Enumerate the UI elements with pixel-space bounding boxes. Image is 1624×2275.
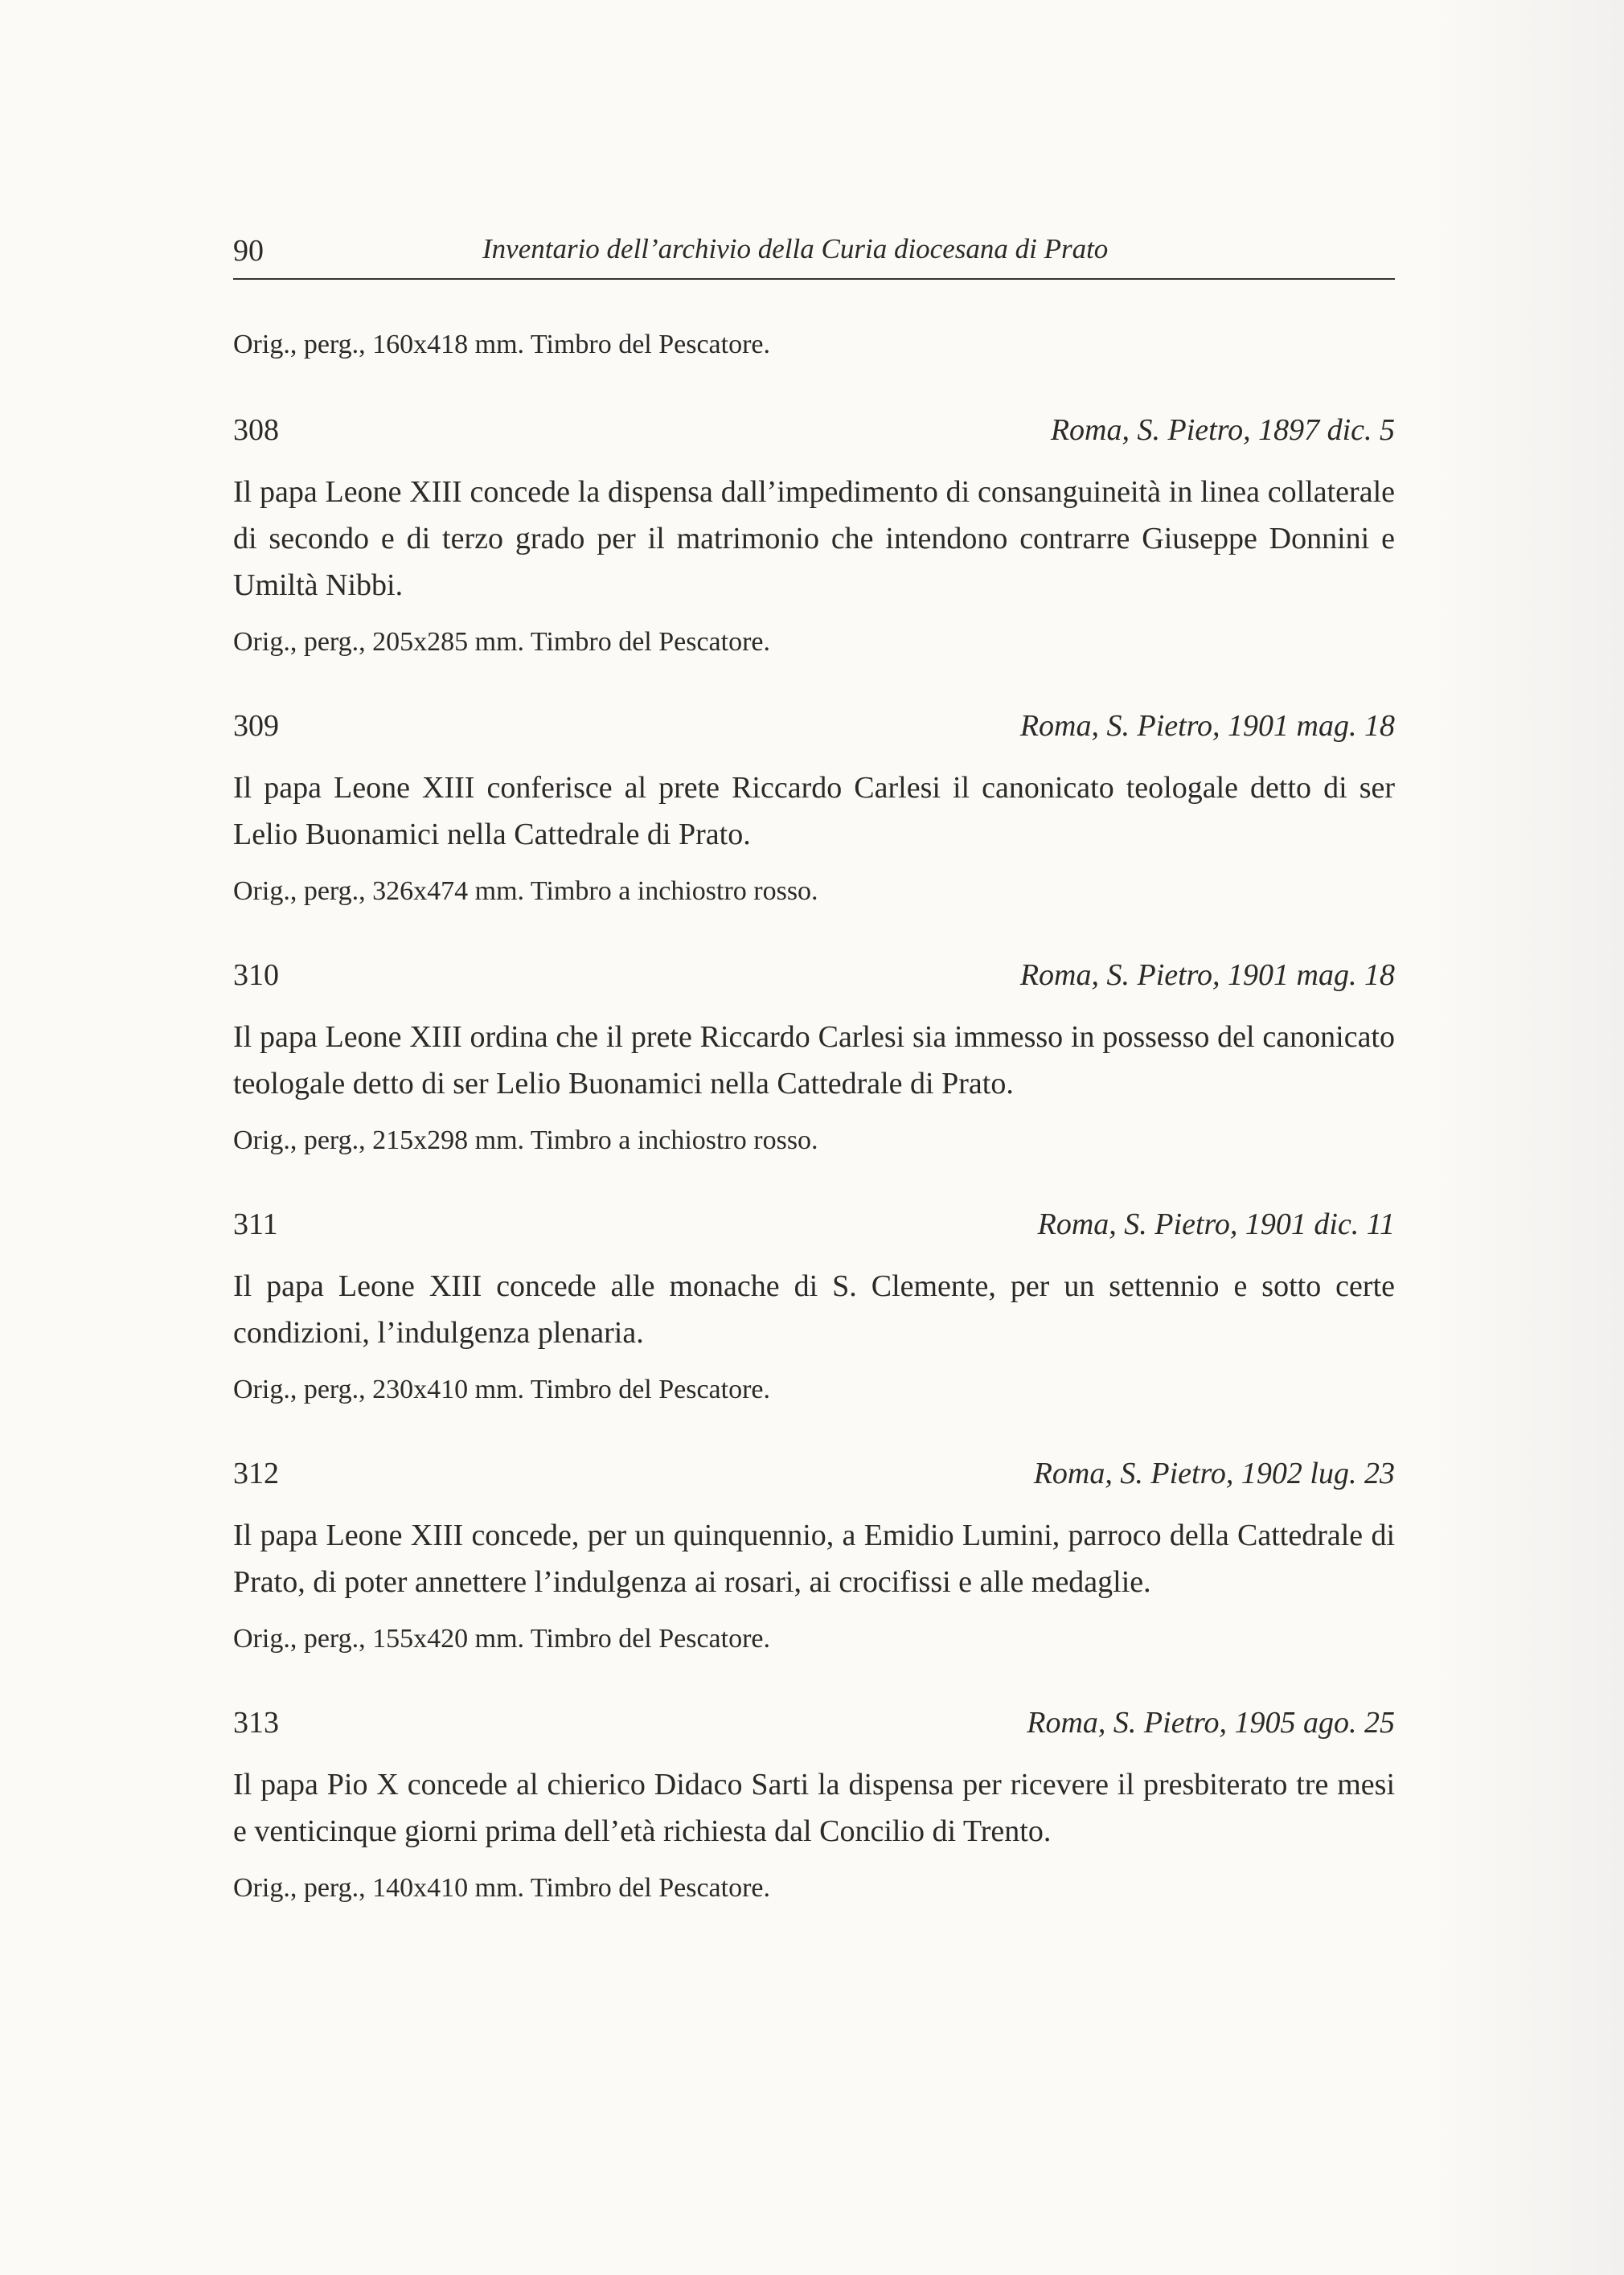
entry-note: Orig., perg., 215x298 mm. Timbro a inchiostro rosso. xyxy=(233,1125,818,1155)
page-number: 90 xyxy=(233,234,264,268)
entry-309 xyxy=(233,708,1395,911)
entry-text: Il papa Pio X concede al chierico Didaco Sarti la dispensa per ricevere il presbiterato tre mesi e venticinque giorni prima dell’età richiesta dal Concilio di Trento. xyxy=(233,1768,1395,1848)
entry-text: Il papa Leone XIII concede la dispensa dall’impedimento di consanguineità in linea collaterale di secondo e di terzo grado per il matrimonio che intendono contrarre Giuseppe Donnini e Umiltà Nibbi. xyxy=(233,475,1395,602)
entry-header xyxy=(233,957,1395,993)
entry-header xyxy=(233,1705,1395,1740)
entry-number: 310 xyxy=(233,958,279,992)
entry-310 xyxy=(233,957,1395,1160)
entry-312 xyxy=(233,1456,1395,1658)
entry-note: Orig., perg., 326x474 mm. Timbro a inchiostro rosso. xyxy=(233,876,818,906)
entry-text: Il papa Leone XIII concede, per un quinquennio, a Emidio Lumini, parroco della Cattedrale di Prato, di poter annettere l’indulgenza ai rosari, ai crocifissi e alle medaglie. xyxy=(233,1519,1395,1599)
entry-place-date: Roma, S. Pietro, 1901 dic. 11 xyxy=(1037,1207,1395,1241)
entry-text: Il papa Leone XIII conferisce al prete Riccardo Carlesi il canonicato teologale detto di ser Lelio Buonamici nella Cattedrale di Prato. xyxy=(233,771,1395,851)
entry-text: Il papa Leone XIII concede alle monache di S. Clemente, per un settennio e sotto certe condizioni, l’indulgenza plenaria. xyxy=(233,1269,1395,1350)
entry-313 xyxy=(233,1705,1395,1908)
page-header xyxy=(233,233,1395,280)
entry-place-date: Roma, S. Pietro, 1905 ago. 25 xyxy=(1027,1706,1395,1740)
entry-note: Orig., perg., 140x410 mm. Timbro del Pescatore. xyxy=(233,1873,770,1903)
entry-311 xyxy=(233,1207,1395,1409)
entry-place-date: Roma, S. Pietro, 1897 dic. 5 xyxy=(1050,413,1395,447)
entry-number: 312 xyxy=(233,1457,279,1490)
entry-note: Orig., perg., 155x420 mm. Timbro del Pescatore. xyxy=(233,1624,770,1654)
running-title: Inventario dell’archivio della Curia diocesana di Prato xyxy=(482,233,1109,264)
entry-note: Orig., perg., 230x410 mm. Timbro del Pescatore. xyxy=(233,1375,770,1404)
entry-place-date: Roma, S. Pietro, 1901 mag. 18 xyxy=(1019,709,1395,743)
entry-header xyxy=(233,708,1395,744)
entry-note: Orig., perg., 205x285 mm. Timbro del Pescatore. xyxy=(233,627,770,657)
entry-header xyxy=(233,1456,1395,1491)
lead-note: Orig., perg., 160x418 mm. Timbro del Pescatore. xyxy=(233,330,770,359)
entry-header xyxy=(233,1207,1395,1242)
entry-place-date: Roma, S. Pietro, 1901 mag. 18 xyxy=(1019,958,1395,992)
entry-place-date: Roma, S. Pietro, 1902 lug. 23 xyxy=(1033,1457,1395,1490)
entry-text: Il papa Leone XIII ordina che il prete Riccardo Carlesi sia immesso in possesso del canonicato teologale detto di ser Lelio Buonamici nella Cattedrale di Prato. xyxy=(233,1020,1395,1101)
page-content xyxy=(233,326,1395,1954)
entry-number: 309 xyxy=(233,709,279,743)
entry-number: 313 xyxy=(233,1706,279,1740)
entry-number: 308 xyxy=(233,413,279,447)
entry-number: 311 xyxy=(233,1207,278,1241)
entry-header xyxy=(233,412,1395,448)
entry-308 xyxy=(233,412,1395,662)
